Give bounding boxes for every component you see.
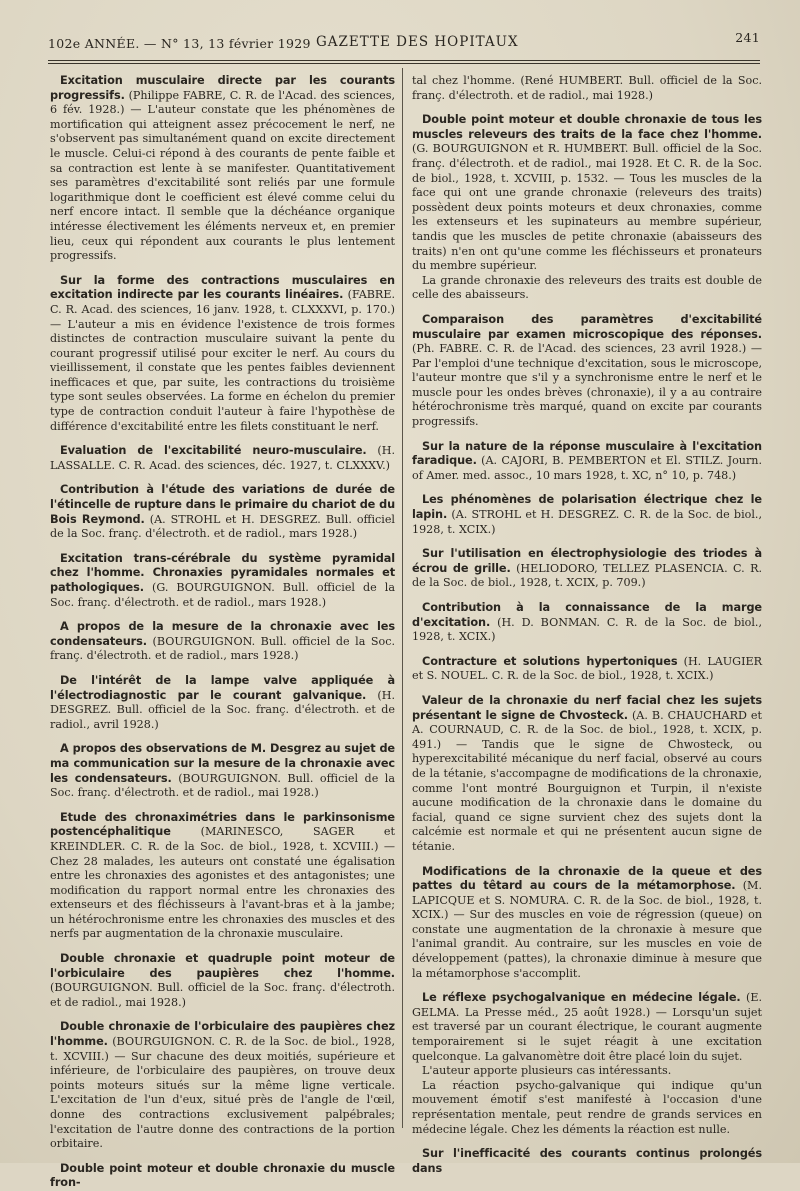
article-entry: [412, 991, 762, 1064]
article-entry: [50, 811, 395, 942]
left-column: [50, 74, 396, 1190]
article-entry: [50, 444, 395, 473]
article-entry: [50, 620, 395, 664]
article-reference: (A. STROHL et H. DESGREZ. C. R. de la Soc. de biol., 1928, t. XCIX.): [412, 508, 762, 536]
article-entry: [50, 1162, 395, 1191]
article-title: Etude des chronaximétries dans le parkinsonisme postencéphalitique: [50, 810, 395, 839]
article-title: Evaluation de l'excitabilité neuro-musculaire.: [60, 444, 367, 458]
article-reference: (BOURGUIGNON. Bull. officiel de la Soc. franç. d'électroth. et de radiol., mars 1928.): [50, 634, 395, 663]
article-entry: [412, 694, 762, 855]
article-title: Sur la forme des contractions musculaires en excitation indirecte par les courants linéaires.: [50, 273, 395, 302]
header-rule: [48, 60, 760, 61]
article-title: Excitation trans-cérébrale du système pyramidal chez l'homme. Chronaxies pyramidales normales et pathologiques.: [50, 551, 395, 594]
article-title: De l'intérêt de la lampe valve appliquée à l'électrodiagnostic par le courant galvanique.: [50, 673, 395, 702]
article-summary: — Par l'emploi d'une technique d'excitation, sous le microscope, l'auteur montre que s'il y a synchronisme entre le nerf et le muscle pour les ondes brèves (chronaxie), il y a au contraire hétérochronisme très marqué, quand on excite par courants progressifs.: [412, 342, 763, 429]
article-entry: [412, 113, 762, 274]
page-number: 241: [735, 30, 760, 45]
article-title: Les phénomènes de polarisation électrique chez le lapin.: [412, 493, 762, 522]
article-summary: — L'auteur a mis en évidence l'existence de trois formes distinctes de contraction musculaire suivant la pente du courant progressif utilisé pour exciter le nerf. Au cours du vieillissement, il constate que les pentes faibles deviennent inefficaces et que, par suite, les contractions du troisième type sont seules observées. La forme en échelon du premier type de contraction conduit l'auteur à faire l'hypothèse de différence d'excitabilité entre les filets constituant le nerf.: [50, 317, 395, 433]
article-title: Double chronaxie de l'orbiculaire des paupières chez l'homme.: [50, 1020, 395, 1049]
page-header: [48, 32, 760, 54]
article-title: Valeur de la chronaxie du nerf facial chez les sujets présentant le signe de Chvosteck.: [412, 693, 762, 722]
article-title: Double point moteur et double chronaxie de tous les muscles releveurs des traits de la face chez l'homme.: [412, 113, 762, 141]
article-reference: (G. BOURGUIGNON et R. HUMBERT. Bull. officiel de la Soc. franç. d'électroth. et de radiol., mai 1928. Et C. R. de la Soc. de biol., 1928, t. XCVIII, p. 1532.: [412, 142, 762, 185]
article-reference: (H. DESGREZ. Bull. officiel de la Soc. franç. d'électroth. et de radiol., avril 1928.): [50, 688, 395, 731]
article-summary: — Lorsqu'un sujet est traversé par un courant électrique, le courant augmente temporairement si le sujet réagit à une excitation quelconque. La galvanomètre doit être placé loin du sujet.: [412, 1005, 762, 1063]
article-entry: [50, 674, 395, 732]
article-reference: (H. LAUGIER et S. NOUEL. C. R. de la Soc. de biol., 1928, t. XCIX.): [412, 654, 763, 683]
article-title: Sur la nature de la réponse musculaire à l'excitation faradique.: [412, 439, 762, 468]
article-entry: [50, 74, 395, 264]
article-reference: (Philippe FABRE, C. R. de l'Acad. des sciences, 6 fév. 1928.): [50, 88, 395, 117]
article-summary: — Tandis que le signe de Chwosteck, ou hyperexcitabilité mécanique du nerf facial, observé au cours de la tétanie, s'accompagne de modifications de la chronaxie, comme l'ont montré Bourguignon et Turpin, il n'existe aucune modification de la chronaxie dans le domaine du facial, quand ce signe survient chez des sujets dont la calcémie est normale et qui ne présentent aucun signe de tétanie.: [412, 737, 763, 853]
article-summary: — Sur des muscles en voie de régression (queue) on constate une augmentation de la chronaxie à mesure que l'animal grandit. Au contraire, sur les muscles en voie de développement (pattes), la chronaxie diminue à mesure que la métamorphose s'accomplit.: [412, 908, 762, 980]
article-summary: — Tous les muscles de la face qui ont une grande chronaxie (releveurs des traits) possèdent deux points moteurs et deux chronaxies, comme les extenseurs et les supinateurs au membre supérieur, tandis que les muscles de petite chronaxie (abaisseurs des traits) n'en ont qu'une comme les fléchisseurs et pronateurs du membre supérieur.: [412, 171, 762, 273]
article-entry: [50, 274, 395, 435]
article-title: Sur l'inefficacité des courants continus prolongés dans: [412, 1147, 762, 1175]
journal-title: GAZETTE DES HOPITAUX: [316, 34, 519, 50]
article-reference: (HELIODORO, TELLEZ PLASENCIA. C. R. de la Soc. de biol., 1928, t. XCIX, p. 709.): [412, 561, 762, 590]
article-reference: (Ph. FABRE. C. R. de l'Acad. des sciences, 23 avril 1928.): [412, 342, 747, 356]
article-paragraph: La grande chronaxie des releveurs des traits est double de celle des abaisseurs.: [412, 273, 762, 302]
article-title: Contracture et solutions hypertoniques: [422, 654, 678, 668]
article-title: Double point moteur et double chronaxie du muscle fron-: [50, 1161, 395, 1190]
article-entry: [50, 1020, 395, 1151]
article-reference: (A. CAJORI, B. PEMBERTON et El. STILZ. Journ. of Amer. med. assoc., 10 mars 1928, t. XC, n° 10, p. 748.): [412, 454, 763, 482]
right-column: [412, 74, 763, 1175]
article-paragraph: La réaction psycho-galvanique qui indique qu'un mouvement émotif s'est manifesté à l'occasion d'une représentation mentale, peut rendre de grands services en médecine légale. Chez les déments la réaction est nulle.: [412, 1078, 762, 1136]
article-title: Le réflexe psychogalvanique en médecine légale.: [422, 991, 741, 1005]
article-title: Modifications de la chronaxie de la queue et des pattes du têtard au cours de la métamorphose.: [412, 864, 762, 893]
article-entry: [412, 313, 762, 430]
article-reference: (G. BOURGUIGNON. Bull. officiel de la Soc. franç. d'électroth. et de radiol., mars 1928.): [50, 581, 395, 609]
article-reference: (M. LAPICQUE et S. NOMURA. C. R. de la Soc. de biol., 1928, t. XCIX.): [412, 879, 762, 922]
article-paragraph: L'auteur apporte plusieurs cas intéressants.: [422, 1064, 672, 1078]
article-entry: [50, 552, 395, 610]
article-entry: [412, 1147, 762, 1176]
article-entry: [412, 493, 762, 537]
article-summary: — L'auteur constate que les phénomènes de mortification qui atteignent assez précocement le nerf, ne s'observent pas simultanément quand on excite directement le muscle. Celui-ci répond à des courants de pente faible et sa contraction est lente à se manifester. Quantitativement ses paramètres d'excitabilité sont reliés par une formule logarithmique dont le coefficient est élevé comme celui du nerf encore intact. Il semble que la déchéance organique intéresse électivement les éléments nerveux et, en premier lieu, ceux qui répondent aux courants le plus lentement progressifs.: [50, 103, 396, 263]
article-title: Sur l'utilisation en électrophysiologie des triodes à écrou de grille.: [412, 547, 762, 575]
article-entry: [412, 440, 762, 484]
article-title: A propos de la mesure de la chronaxie avec les condensateurs.: [50, 620, 395, 648]
article-reference: (H. D. BONMAN. C. R. de la Soc. de biol., 1928, t. XCIX.): [412, 615, 762, 644]
article-entry: [412, 547, 762, 591]
article-reference: (MARINESCO, SAGER et KREINDLER. C. R. de la Soc. de biol., 1928, t. XCVIII.): [50, 825, 395, 853]
header-rule-double: [48, 63, 760, 64]
article-reference: (A. B. CHAUCHARD et A. COURNAUD, C. R. de la Soc. de biol., 1928, t. XCIX, p. 491.): [412, 708, 762, 751]
issue-info: 102e ANNÉE. — N° 13, 13 février 1929: [48, 36, 311, 51]
article-reference: (H. LASSALLE. C. R. Acad. des sciences, déc. 1927, t. CLXXXV.): [50, 444, 395, 472]
article-entry: [50, 952, 395, 1010]
article-title: Comparaison des paramètres d'excitabilité musculaire par examen microscopique des réponses.: [412, 312, 762, 341]
article-reference: (BOURGUIGNON. Bull. officiel de la Soc. franç. d'électroth. et de radiol., mai 1928.): [50, 771, 395, 800]
article-title: Contribution à la connaissance de la marge d'excitation.: [412, 601, 762, 629]
article-entry: [412, 655, 762, 684]
article-entry: [412, 601, 762, 645]
article-reference: (BOURGUIGNON. Bull. officiel de la Soc. franç. d'électroth. et de radiol., mai 1928.): [50, 981, 395, 1009]
article-title: Double chronaxie et quadruple point moteur de l'orbiculaire des paupières chez l'homme.: [50, 952, 395, 980]
article-entry: [412, 865, 762, 982]
article-entry: [50, 483, 395, 541]
column-divider: [402, 68, 403, 1128]
article-summary: — Sur chacune des deux moitiés, supérieure et inférieure, de l'orbiculaire des paupières, on trouve deux points moteurs situés sur la même ligne verticale. L'excitation de l'un d'eux, situé près de l'angle de l'œil, donne des contractions exclusivement palpébrales; l'excitation de l'autre donne des contractions de la portion orbitaire.: [50, 1049, 395, 1151]
article-entry: [50, 742, 395, 800]
article-reference: (BOURGUIGNON. C. R. de la Soc. de biol., 1928, t. XCVIII.): [50, 1035, 396, 1063]
article-title: A propos des observations de M. Desgrez au sujet de ma communication sur la mesure de la chronaxie avec les condensateurs.: [50, 742, 395, 785]
article-summary: — Chez 28 malades, les auteurs ont constaté une égalisation entre les chronaxies des agonistes et des antagonistes; une modification du rapport normal entre les chronaxies des extenseurs et des fléchisseurs à l'avant-bras et à la jambe; un hétérochronisme entre les chronaxies des muscles et des nerfs par augmentation de la chronaxie musculaire.: [50, 839, 395, 941]
article-reference: (E. GELMA. La Presse méd., 25 août 1928.): [412, 991, 762, 1019]
article-reference: (FABRE. C. R. Acad. des sciences, 16 janv. 1928, t. CLXXXVI, p. 170.): [50, 288, 395, 316]
article-title: Excitation musculaire directe par les courants progressifs.: [50, 74, 395, 102]
article-reference: (A. STROHL et H. DESGREZ. Bull. officiel de la Soc. franç. d'électroth. et de radiol., mars 1928.): [50, 512, 395, 541]
continuation-text: tal chez l'homme. (René HUMBERT. Bull. officiel de la Soc. franç. d'électroth. et de radiol., mai 1928.): [412, 74, 762, 102]
article-title: Contribution à l'étude des variations de durée de l'étincelle de rupture dans le primaire du chariot de du Bois Reymond.: [50, 483, 396, 526]
